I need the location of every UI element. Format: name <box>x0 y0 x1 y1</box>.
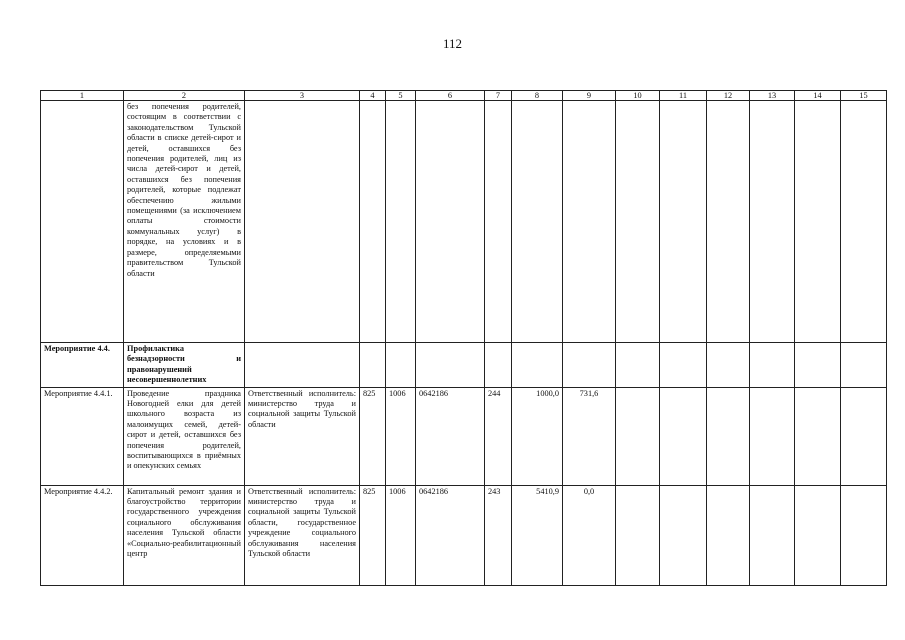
header-cell: 12 <box>707 91 750 101</box>
vr-cell <box>485 101 512 343</box>
executor-cell: Ответственный исполнитель: министерство труда и социальной защиты Тульской области <box>245 387 360 485</box>
amount-cell <box>563 101 616 343</box>
budget-table <box>40 90 887 586</box>
header-cell: 14 <box>795 91 841 101</box>
empty-cell <box>616 101 660 343</box>
table-row <box>41 343 887 388</box>
empty-cell <box>795 343 841 388</box>
activity-code-cell <box>41 101 124 343</box>
table-row <box>41 101 887 343</box>
amount-cell <box>512 343 563 388</box>
header-cell: 4 <box>360 91 386 101</box>
empty-cell <box>707 101 750 343</box>
header-cell: 3 <box>245 91 360 101</box>
activity-description-cell: Проведение праздника Новогодней елки для детей школьного возраста из малоимущих семей, детей-сирот и детей, оставшихся без попечения родителей, воспитывающихся в приёмных и опекунских семьях <box>124 387 245 485</box>
amount-cell: 731,6 <box>563 387 616 485</box>
rzpr-cell: 1006 <box>386 485 416 585</box>
amount-cell: 5410,9 <box>512 485 563 585</box>
header-cell: 10 <box>616 91 660 101</box>
empty-cell <box>795 485 841 585</box>
header-cell: 1 <box>41 91 124 101</box>
activity-code-cell: Мероприятие 4.4.1. <box>41 387 124 485</box>
empty-cell <box>660 101 707 343</box>
vr-cell <box>485 343 512 388</box>
header-cell: 7 <box>485 91 512 101</box>
empty-cell <box>841 101 887 343</box>
header-cell: 2 <box>124 91 245 101</box>
amount-cell <box>563 343 616 388</box>
vr-cell: 244 <box>485 387 512 485</box>
grbs-cell <box>360 343 386 388</box>
executor-cell <box>245 101 360 343</box>
empty-cell <box>707 343 750 388</box>
csr-cell <box>416 343 485 388</box>
amount-cell: 1000,0 <box>512 387 563 485</box>
table-row <box>41 485 887 585</box>
grbs-cell: 825 <box>360 387 386 485</box>
empty-cell <box>707 485 750 585</box>
empty-cell <box>841 343 887 388</box>
table-header-row <box>41 91 887 101</box>
table-row <box>41 387 887 485</box>
empty-cell <box>795 101 841 343</box>
csr-cell: 0642186 <box>416 387 485 485</box>
activity-code-cell: Мероприятие 4.4.2. <box>41 485 124 585</box>
empty-cell <box>616 343 660 388</box>
grbs-cell <box>360 101 386 343</box>
header-cell: 5 <box>386 91 416 101</box>
rzpr-cell: 1006 <box>386 387 416 485</box>
executor-cell <box>245 343 360 388</box>
activity-code-cell: Мероприятие 4.4. <box>41 343 124 388</box>
empty-cell <box>707 387 750 485</box>
header-cell: 15 <box>841 91 887 101</box>
empty-cell <box>750 343 795 388</box>
header-cell: 11 <box>660 91 707 101</box>
grbs-cell: 825 <box>360 485 386 585</box>
empty-cell <box>841 485 887 585</box>
empty-cell <box>660 343 707 388</box>
empty-cell <box>795 387 841 485</box>
activity-description-cell: без попечения родителей, состоящим в соответствии с законодательством Тульской области в списке детей-сирот и детей, оставшихся без попечения родителей, лиц из числа детей-сирот и детей, оставшихся без попечения родителей, которые подлежат обеспечению жилыми помещениями (за исключением оплаты стоимости коммунальных услуг) в порядке, на условиях и в размере, определяемыми правительством Тульской области <box>124 101 245 343</box>
activity-description-cell: Капитальный ремонт здания и благоустройство территории государственного учреждения социального обслуживания населения Тульской области «Социально-реабилитационный центр <box>124 485 245 585</box>
empty-cell <box>616 387 660 485</box>
executor-cell: Ответственный исполнитель: министерство труда и социальной защиты Тульской области, государственное учреждение социального обслуживания населения Тульской области <box>245 485 360 585</box>
vr-cell: 243 <box>485 485 512 585</box>
empty-cell <box>750 485 795 585</box>
empty-cell <box>660 387 707 485</box>
empty-cell <box>841 387 887 485</box>
empty-cell <box>616 485 660 585</box>
header-cell: 6 <box>416 91 485 101</box>
rzpr-cell <box>386 343 416 388</box>
csr-cell <box>416 101 485 343</box>
amount-cell <box>512 101 563 343</box>
activity-description-cell: Профилактика безнадзорности и правонарушений несовершеннолетних <box>124 343 245 388</box>
empty-cell <box>750 101 795 343</box>
rzpr-cell <box>386 101 416 343</box>
page-number: 112 <box>442 36 463 51</box>
header-cell: 9 <box>563 91 616 101</box>
empty-cell <box>750 387 795 485</box>
header-cell: 13 <box>750 91 795 101</box>
csr-cell: 0642186 <box>416 485 485 585</box>
empty-cell <box>660 485 707 585</box>
header-cell: 8 <box>512 91 563 101</box>
amount-cell: 0,0 <box>563 485 616 585</box>
